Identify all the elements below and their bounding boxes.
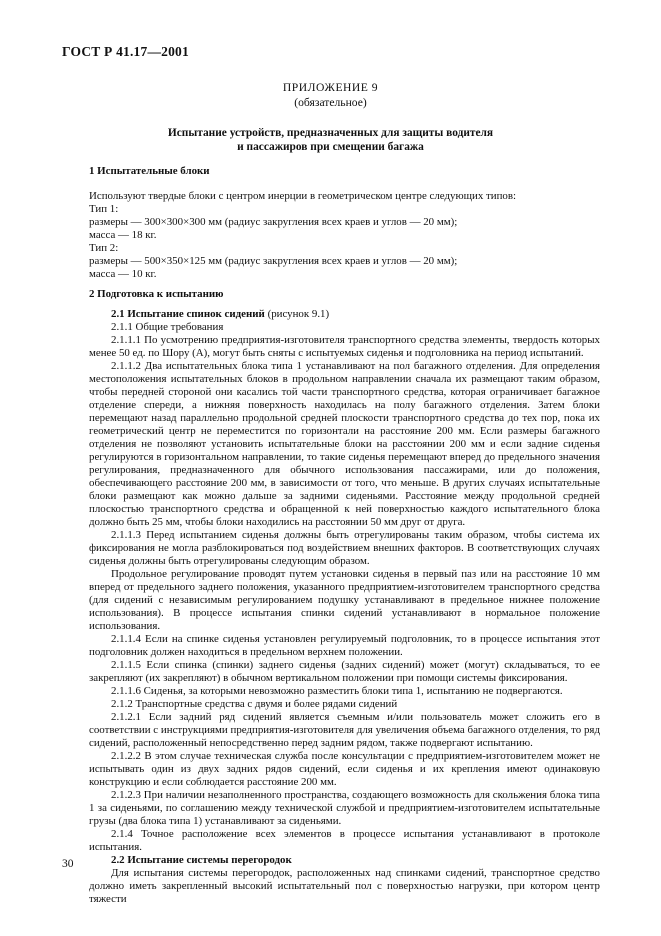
section-heading: 1 Испытательные блоки <box>89 165 210 177</box>
paragraph: 2.1.4 Точное расположение всех элементов в процессе испытания устанавливают в протоколе испытания. <box>89 828 600 853</box>
paragraph: 2.1.2.3 При наличии незаполненного пространства, создающего возможность для скольжения блока типа 1 за сиденьями, по соглашению между технической службой и предприятием-изготовителем испытательные грузы (два блока типа 1) устанавливают за сиденьями. <box>89 789 600 827</box>
paragraph: масса — 18 кг. <box>89 229 157 241</box>
paragraph: размеры — 500×350×125 мм (радиус закругления всех краев и углов — 20 мм); <box>89 255 458 267</box>
paragraph: 2.1.1.6 Сиденья, за которыми невозможно разместить блоки типа 1, испытанию не подвергаются. <box>111 685 563 697</box>
subsection-heading: 2.2 Испытание системы перегородок <box>111 854 292 866</box>
subsection-note: (рисунок 9.1) <box>264 308 330 320</box>
paragraph: Тип 1: <box>89 203 119 215</box>
document-header: ГОСТ Р 41.17—2001 <box>62 44 189 59</box>
appendix-title: ПРИЛОЖЕНИЕ 9 <box>282 81 379 94</box>
paragraph: Тип 2: <box>89 242 119 254</box>
paragraph: Для испытания системы перегородок, расположенных над спинками сидений, транспортное средство должно иметь закрепленный высокий испытательный пол с поверхностью нагрузки, при котором центр тяжести <box>89 867 600 905</box>
page-number: 30 <box>62 858 74 870</box>
paragraph: масса — 10 кг. <box>89 268 157 280</box>
paragraph: 2.1.2.1 Если задний ряд сидений является съемным и/или пользователь может сложить его в соответствии с инструкциями предприятия-изготовителя для увеличения объема багажного отделения, то ряд сидений, расположенный непосредственно перед задним рядом, также подвергают испытанию. <box>89 711 600 749</box>
paragraph: 2.1.1.4 Если на спинке сиденья установлен регулируемый подголовник, то в процессе испытания этот подголовник должен находиться в предельном верхнем положении. <box>89 633 600 658</box>
title-line: и пассажиров при смещении багажа <box>237 141 424 153</box>
document-body <box>89 165 600 906</box>
paragraph: 2.1.1.3 Перед испытанием сиденья должны быть отрегулированы таким образом, чтобы система их фиксирования не могла разблокироваться под воздействием внешних факторов. В соответствующих случаях сиденья должны быть отрегулированы следующим образом. <box>89 529 600 567</box>
document-title <box>0 126 661 154</box>
section-heading: 2 Подготовка к испытанию <box>89 288 224 300</box>
paragraph: 2.1.1 Общие требования <box>111 321 224 333</box>
paragraph: 2.1.2.2 В этом случае техническая служба после консультации с предприятием-изготовителем может не испытывать один из двух задних рядов сидений, если сиденья и их крепления имеют одинаковую конструкцию и если соблюдается расстояние 200 мм. <box>89 750 600 788</box>
paragraph: 2.1.1.5 Если спинка (спинки) заднего сиденья (задних сидений) может (могут) складываться, то ее закрепляют (их закрепляют) в обычном вертикальном положении при помощи системы фиксирования. <box>89 659 600 684</box>
paragraph: 2.1.1.2 Два испытательных блока типа 1 устанавливают на пол багажного отделения. Для определения местоположения испытательных блоков в продольном направлении сначала их размещают таким образом, чтобы передней стороной они касались той части транспортного средства, которая ограничивает багажное отделение спереди, а нижняя поверхность находилась на полу багажного отделения. Затем блоки перемещают назад параллельно продольной средней плоскости транспортного средства до тех пор, пока их геометрический центр не переместится по горизонтали на расстояние 200 мм. Если размеры багажного отделения не позволяют установить испытательные блоки на расстоянии 200 мм и если задние сиденья регулируются в горизонтальном направлении, то такие сиденья перемещают вперед до предельного значения регулирования, предназначенного для обычного использования пассажирами, или до положения, обеспечивающего расстояние 200 мм, в зависимости от того, что меньше. В других случаях испытательные блоки размещают как можно дальше за задними сиденьями. Расстояние между продольной средней плоскостью транспортного средства и обращенной к ней поверхностью каждого испытательного блока должно быть 25 мм, чтобы блоки находились на расстоянии 50 мм друг от друга. <box>89 360 600 528</box>
subsection-heading <box>89 308 600 321</box>
subsection-title: 2.1 Испытание спинок сидений <box>111 308 265 320</box>
paragraph: Продольное регулирование проводят путем установки сиденья в первый паз или на расстояние 10 мм вперед от предельного заднего положения, указанного предприятием-изготовителем транспортного средства (для сидений с независимым регулированием подушку устанавливают в предельное нижнее положение использования). В процессе испытания спинки сидений устанавливают в нормальное положение использования. <box>89 568 600 632</box>
appendix-subtitle: (обязательное) <box>294 96 367 109</box>
title-line: Испытание устройств, предназначенных для защиты водителя <box>167 127 494 139</box>
paragraph: 2.1.2 Транспортные средства с двумя и более рядами сидений <box>111 698 398 710</box>
paragraph: Используют твердые блоки с центром инерции в геометрическом центре следующих типов: <box>89 190 517 202</box>
paragraph: 2.1.1.1 По усмотрению предприятия-изготовителя транспортного средства элементы, твердость которых менее 50 ед. по Шору (А), могут быть сняты с испытуемых сиденья и подголовника на период испытаний. <box>89 334 600 359</box>
paragraph: размеры — 300×300×300 мм (радиус закругления всех краев и углов — 20 мм); <box>89 216 458 228</box>
